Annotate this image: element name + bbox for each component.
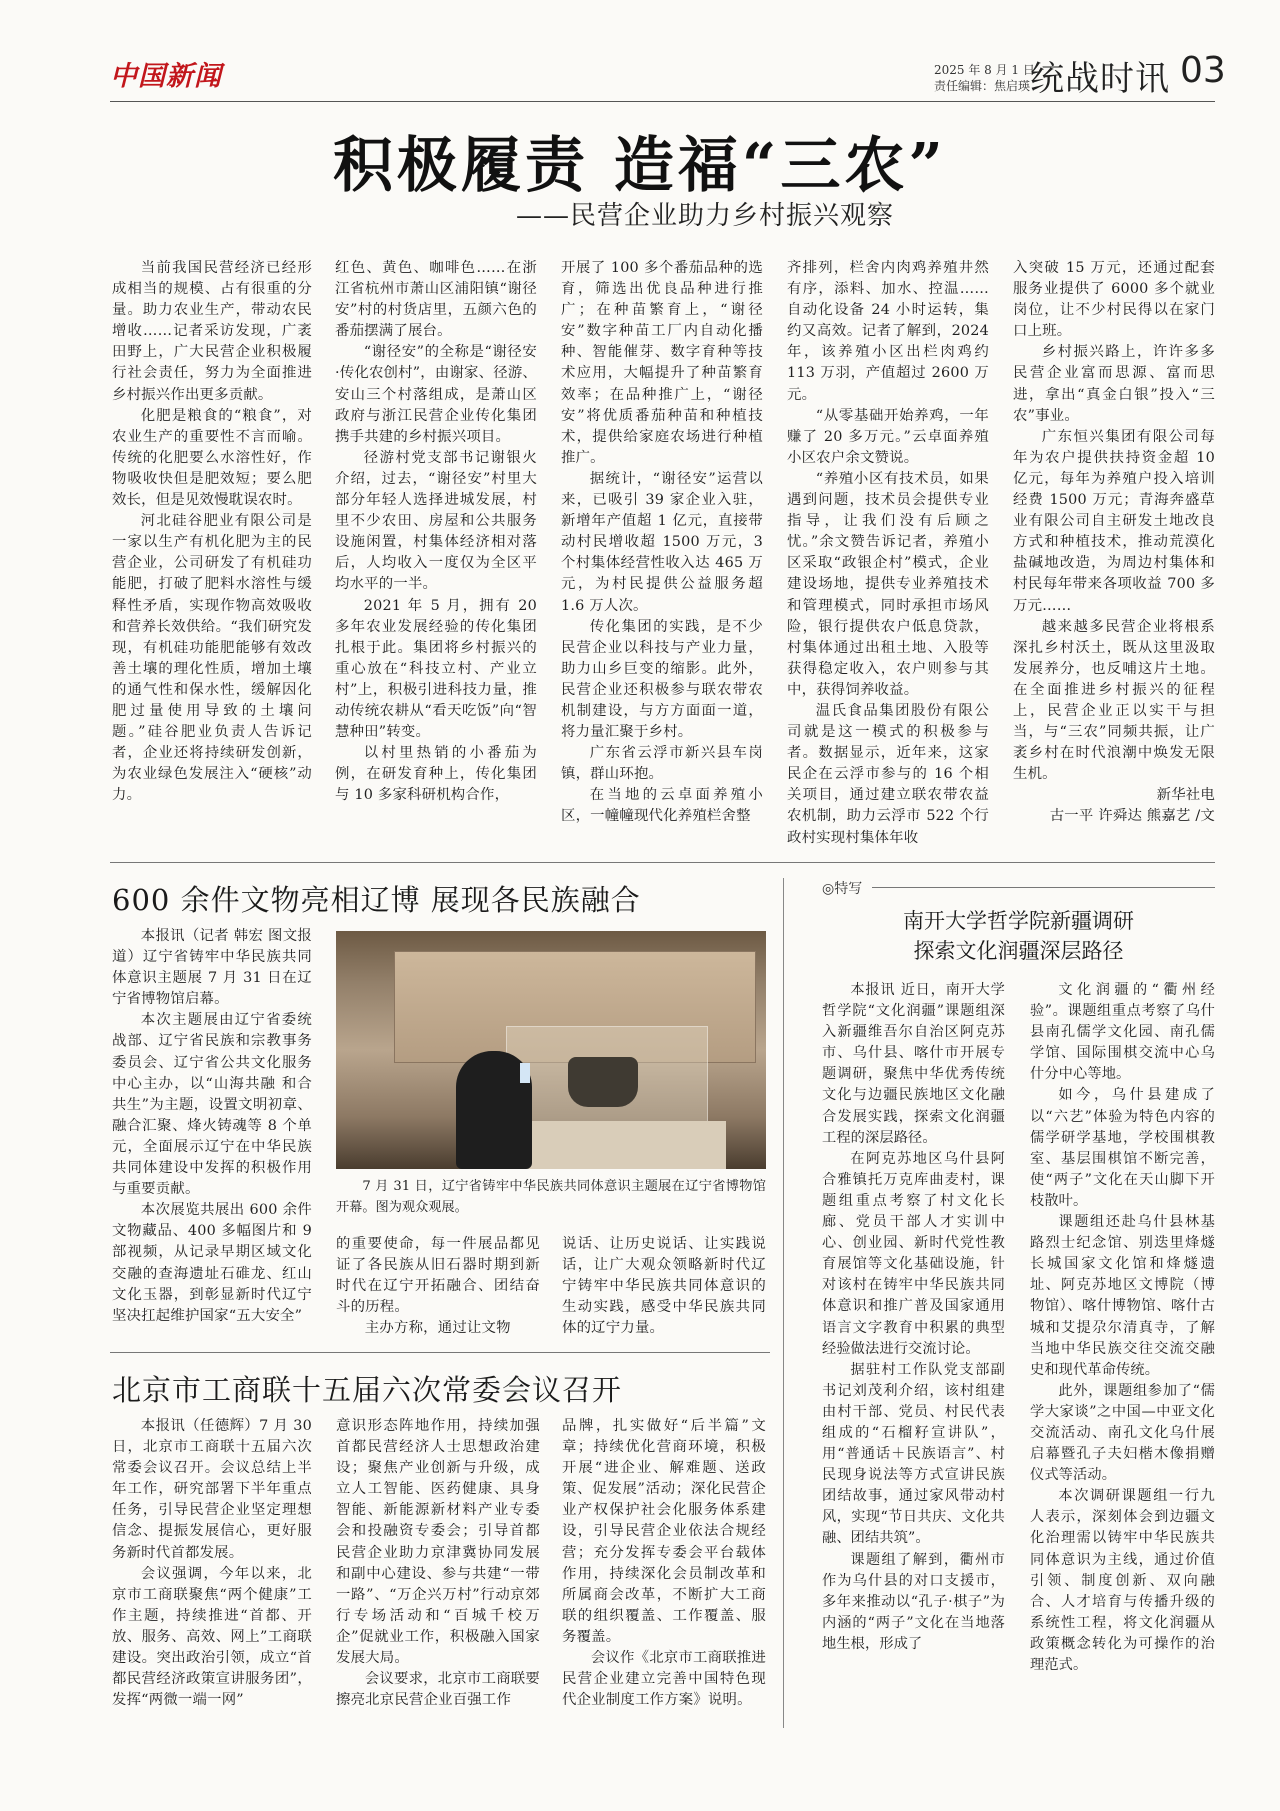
feature-tag: ◎特写 (822, 881, 863, 897)
paragraph: “从零基础开始养鸡，一年赚了 20 多万元。”云卓面养殖小区农户余文赞说。 (787, 407, 989, 466)
paragraph: 在当地的云卓面养殖小区，一幢幢现代化养殖栏舍整 (561, 787, 763, 825)
paragraph: 本次展览共展出 600 余件文物藏品、400 多幅图片和 9 部视频，从记录早期区域文化交融的查海遗址石碓龙、红山文化玉器，到彰显新时代辽宁坚决扛起维护国家“五大安全” (112, 1202, 312, 1324)
bronze-vessel (568, 1057, 638, 1107)
paragraph: 温氏食品集团股份有限公司就是这一模式的积极参与者。数据显示，近年来，这家民企在云浮市参与的 16 个相关项目，通过建立联农带农益农机制，助力云浮市 522 个行政村实现村集体年收 (787, 702, 989, 846)
paragraph: 红色、黄色、咖啡色……在浙江省杭州市萧山区浦阳镇“谢径安”村的村货店里，五颜六色的番茄摆满了展台。 (335, 260, 537, 340)
feature-headline-line-2: 探索文化润疆深层路径 (913, 939, 1124, 963)
paragraph: 广东省云浮市新兴县车岗镇，群山环抱。 (561, 745, 763, 783)
news-agency: 新华社电 (1156, 787, 1215, 804)
museum-headline: 600 余件文物亮相辽博 展现各民族融合 (112, 883, 641, 917)
museum-column-1 (112, 926, 312, 1327)
paragraph: “谢径安”的全称是“谢径安·传化农创村”，由谢家、径游、安山三个村落组成，是萧山区政府与浙江民营企业传化集团携手共建的乡村振兴项目。 (335, 344, 538, 445)
paragraph: 会议强调，今年以来，北京市工商联聚焦“两个健康”工作主题，持续推进“首都、开放、服务、高效、网上”工商联建设。突出政治引领，成立“首都民营经济政策宣讲服务团”，发挥“两微一端一网” (112, 1565, 312, 1709)
paragraph: 开展了 100 多个番茄品种的选育，筛选出优良品种进行推广；在种苗繁育上，“谢径安”数字种苗工厂内自动化播种、智能催芽、数字育种等技术应用，大幅提升了种苗繁育效率；在品种推广上，“谢径安”将优质番茄种苗和种植技术，提供给家庭农场进行种植推广。 (561, 260, 763, 466)
lead-column-2 (335, 258, 537, 806)
paragraph: 径游村党支部书记谢银火介绍，过去，“谢径安”村里大部分年轻人选择进城发展，村里不少农田、房屋和公共服务设施闲置，村集体经济相对落后，人均收入一度仅为全区平均水平的一半。 (335, 449, 537, 593)
paragraph: 入突破 15 万元，还通过配套服务业提供了 6000 多个就业岗位，让不少村民得以在家门口上班。 (1013, 260, 1215, 340)
paragraph: 本次主题展由辽宁省委统战部、辽宁省民族和宗教事务委员会、辽宁省公共文化服务中心主办，以“山海共融 和合共生”为主题，设置文明初章、融合汇聚、烽火铸魂等 8 个单元，全面展示辽宁在中华民族共同体建设中发挥的积极作用与重要贡献。 (112, 1012, 312, 1198)
paragraph: 课题组了解到，衢州市作为乌什县的对口支援市，多年来推动以“孔子·棋子”为内涵的“两子”文化在当地落地生根，形成了 (822, 1551, 1005, 1652)
responsible-editor: 责任编辑：焦启瑛 (934, 79, 1031, 93)
paragraph: 此外，课题组参加了“儒学大家谈”之中国—中亚文化交流活动、南孔文化乌什展启幕暨孔子夫妇楷木像捐赠仪式等活动。 (1030, 1382, 1215, 1484)
paragraph: 本报讯 近日，南开大学哲学院“文化润疆”课题组深入新疆维吾尔自治区阿克苏市、乌什县、喀什市开展专题调研，聚焦中华优秀传统文化与边疆民族地区文化融合发展实践，探索文化润疆工程的深层路径。 (822, 982, 1005, 1146)
paragraph: 2021 年 5 月，拥有 20 多年农业发展经验的传化集团扎根于此。集团将乡村振兴的重心放在“科技立村、产业立村”上，积极引进科技力量，推动传统农耕从“看天吃饭”向“智慧种田”转变。 (335, 597, 537, 741)
paragraph: 文化润疆的“衢州经验”。课题组重点考察了乌什县南孔儒学文化园、南孔儒学馆、国际围棋交流中心乌什分中心等地。 (1030, 982, 1215, 1083)
paragraph: 越来越多民营企业将根系深扎乡村沃土，既从这里汲取发展养分，也反哺这片土地。在全面推进乡村振兴的征程上，民营企业正以实干与担当，与“三农”同频共振，让广袤乡村在时代浪潮中焕发无限生机。 (1013, 618, 1215, 783)
museum-column-3 (562, 1234, 766, 1339)
beijing-column-2 (336, 1416, 540, 1711)
section-divider (110, 862, 1215, 863)
section-divider (110, 1352, 770, 1353)
paragraph: 乡村振兴路上，许许多多民营企业富而思源、富而思进，拿出“真金白银”投入“三农”事业。 (1013, 344, 1215, 424)
paragraph: 课题组还赴乌什县林基路烈士纪念馆、别迭里烽燧长城国家文化馆和烽燧遗址、阿克苏地区文博院（博物馆）、喀什博物馆、喀什古城和艾提尕尔清真寺，了解当地中华民族交往交流交融史和现代革命传统。 (1030, 1214, 1215, 1378)
paragraph: 的重要使命，每一件展品都见证了各民族从旧石器时期到新时代在辽宁开拓融合、团结奋斗的历程。 (336, 1236, 540, 1316)
lead-column-3 (561, 258, 763, 828)
masthead-logo: 中国新闻 (110, 61, 222, 92)
paragraph: 齐排列，栏舍内肉鸡养殖井然有序，添料、加水、控温……自动化设备 24 小时运转，集约又高效。记者了解到，2024 年，该养殖小区出栏肉鸡约 113 万羽，产值超过 2600 万元。 (787, 260, 989, 403)
column-divider (783, 878, 784, 1728)
lead-column-4 (787, 258, 989, 849)
paragraph: 说话、让历史说话、让实践说话，让广大观众领略新时代辽宁铸牢中华民族共同体意识的生动实践，感受中华民族共同体的辽宁力量。 (562, 1236, 766, 1337)
feature-column-1 (822, 980, 1005, 1655)
publication-date: 2025 年 8 月 1 日 (934, 63, 1035, 77)
paragraph: 在阿克苏地区乌什县阿合雅镇托万克库曲麦村，课题组重点考察了村文化长廊、党员干部人才实训中心、创业园、新时代党性教育展馆等文化基础设施，针对该村在铸牢中华民族共同体意识和推广普及国家通用语言文字教育中积累的典型经验做法进行交流讨论。 (822, 1150, 1005, 1357)
beijing-headline: 北京市工商联十五届六次常委会议召开 (112, 1373, 623, 1407)
paragraph: 本报讯（任德辉）7 月 30 日，北京市工商联十五届六次常委会议召开。会议总结上半年工作，研究部署下半年重点任务，引导民营企业坚定理想信念、提振发展信心，更好服务新时代首都发展。 (112, 1418, 312, 1561)
paragraph: “养殖小区有技术员，如果遇到问题，技术员会提供专业指导，让我们没有后顾之忧。”余文赞告诉记者，养殖小区采取“政银企村”模式，企业建设场地，提供专业养殖技术和管理模式，同时承担市场风险，银行提供农户低息贷款，村集体通过出租土地、入股等获得稳定收入，农户则参与其中，获得饲养收益。 (787, 470, 989, 698)
page-number: 03 (1180, 50, 1226, 91)
beijing-column-3 (562, 1416, 766, 1711)
paragraph: 主办方称，通过让文物 (364, 1320, 511, 1337)
paragraph: 本次调研课题组一行九人表示，深刻体会到边疆文化治理需以铸牢中华民族共同体意识为主线，通过价值引领、制度创新、双向融合、人才培育与传播升级的系统性工程，将文化润疆从政策概念转化为可操作的治理范式。 (1030, 1488, 1215, 1673)
lead-headline: 积极履责 造福“三农” (333, 131, 947, 201)
paragraph: 会议作《北京市工商联推进民营企业建立完善中国特色现代企业制度工作方案》说明。 (562, 1650, 766, 1709)
paragraph: 会议要求，北京市工商联要擦亮北京民营企业百强工作 (336, 1671, 540, 1709)
paragraph: 传化集团的实践，是不少民营企业以科技与产业力量，助力山乡巨变的缩影。此外，民营企业还积极参与联农带农机制建设，与方方面面一道，将力量汇聚于乡村。 (561, 618, 763, 741)
paragraph: 河北硅谷肥业有限公司是一家以生产有机化肥为主的民营企业，公司研发了有机硅功能肥，打破了肥料水溶性与缓释性矛盾，实现作物高效吸收和营养长效供给。“我们研究发现，有机硅功能肥能够有效改善土壤的理化性质，增加土壤的通气性和保水性，缓解因化肥过量使用导致的土壤问题。”硅谷肥业负责人告诉记者，企业还将持续研发创新，为农业绿色发展注入“硬核”动力。 (112, 513, 312, 804)
paragraph: 据统计，“谢径安”运营以来，已吸引 39 家企业入驻，新增年产值超 1 亿元，直接带动村民增收超 1500 万元，3 个村集体经营性收入达 465 万元，为村民提供公益服务超 1.6 万人次。 (561, 470, 763, 614)
paragraph: 据驻村工作队党支部副书记刘茂利介绍，该村组建由村干部、党员、村民代表组成的“石榴籽宣讲队”，用“普通话＋民族语言”、村民现身说法等方式宣讲民族团结故事，通过家风带动村风，实现“节日共庆、文化共融、团结共筑”。 (822, 1361, 1005, 1547)
paragraph: 广东恒兴集团有限公司每年为农户提供扶持资金超 10 亿元，每年为养殖户投入培训经费 1500 万元；青海奔盛草业有限公司自主研发土地改良方式和种植技术，推动荒漠化盐碱地改造，为周边村集体和村民每年带来各项收益 700 多万元…… (1013, 428, 1215, 614)
paragraph: 化肥是粮食的“粮食”，对农业生产的重要性不言而喻。传统的化肥要么水溶性好，作物吸收快但是肥效短；要么肥效长，但是见效慢耽误农时。 (112, 407, 312, 509)
phone-screen (520, 1063, 530, 1083)
section-name: 统战时讯 (1030, 59, 1170, 99)
byline: 古一平 许舜达 熊嘉艺 /文 (1049, 808, 1215, 825)
paragraph: 意识形态阵地作用，持续加强首都民营经济人士思想政治建设；聚焦产业创新与升级，成立人工智能、医药健康、具身智能、新能源新材料产业专委会和投融资专委会；引导首都民营企业助力京津冀协同发展和副中心建设、参与共建“一带一路”、“万企兴万村”行动京郊行专场活动和“百城千校万企”促就业工作，积极融入国家发展大局。 (336, 1418, 540, 1667)
feature-column-2 (1030, 980, 1215, 1676)
paragraph: 品牌，扎实做好“后半篇”文章；持续优化营商环境，积极开展“进企业、解难题、送政策、促发展”活动；深化民营企业产权保护社会化服务体系建设，引导民营企业依法合规经营；充分发挥专委会平台载体作用，持续深化会员制改革和所属商会改革，不断扩大工商联的组织覆盖、工作覆盖、服务覆盖。 (562, 1418, 766, 1645)
paragraph: 当前我国民营经济已经形成相当的规模、占有很重的分量。助力农业生产，带动农民增收……记者采访发现，广袤田野上，广大民营企业积极履行社会责任，努力为全面推进乡村振兴作出更多贡献。 (112, 260, 312, 403)
lead-column-5 (1013, 258, 1215, 828)
paragraph: 如今，乌什县建成了以“六艺”体验为特色内容的儒学研学基地，学校围棋教室、基层围棋馆不断完善，使“两子”文化在天山脚下开枝散叶。 (1030, 1087, 1215, 1209)
lead-subheadline: ——民营企业助力乡村振兴观察 (515, 201, 894, 231)
exhibition-photo (336, 931, 766, 1169)
header-rule (110, 101, 1215, 102)
paragraph: 以村里热销的小番茄为例，在研发育种上，传化集团与 10 多家科研机构合作， (335, 745, 537, 804)
museum-column-2 (336, 1234, 540, 1339)
beijing-column-1 (112, 1416, 312, 1711)
photo-caption: 7 月 31 日，辽宁省铸牢中华民族共同体意识主题展在辽宁省博物馆开幕。图为观众观展。 (336, 1179, 766, 1215)
feature-headline-line-1: 南开大学哲学院新疆调研 (903, 909, 1134, 933)
feature-tag-rule (872, 887, 1215, 888)
feature-headline (822, 906, 1215, 966)
lead-column-1 (112, 258, 312, 806)
paragraph: 本报讯（记者 韩宏 图文报道）辽宁省铸牢中华民族共同体意识主题展 7 月 31 日在辽宁省博物馆启幕。 (112, 928, 312, 1008)
